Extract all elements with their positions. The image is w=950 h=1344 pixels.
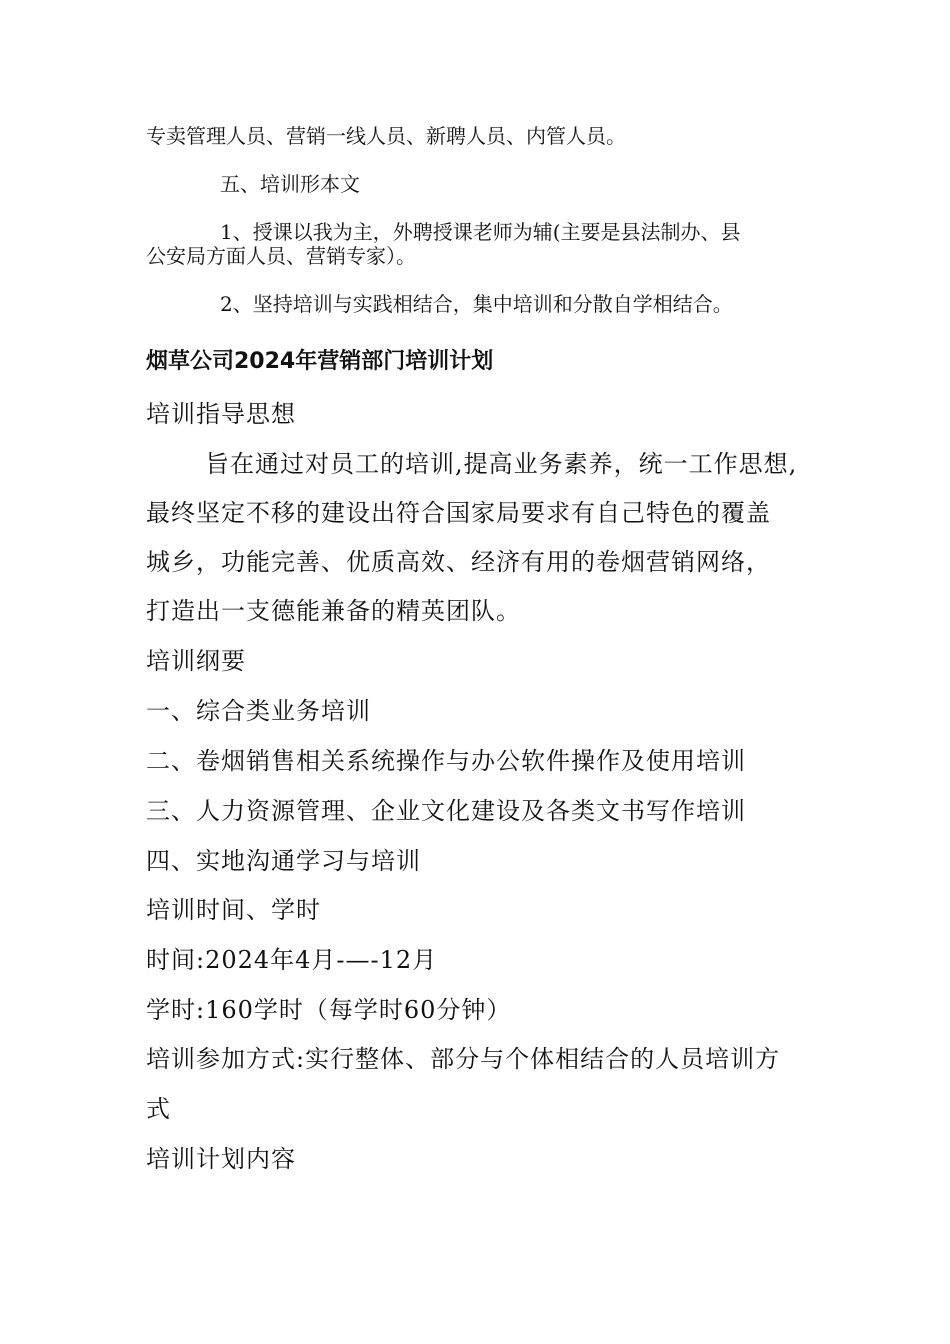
outline-item: 一、综合类业务培训	[146, 697, 371, 725]
outline-title: 培训纲要	[146, 647, 246, 675]
item-two-line: 2、坚持培训与实践相结合，集中培训和分散自学相结合。	[220, 292, 733, 316]
outline-item: 三、人力资源管理、企业文化建设及各类文书写作培训	[146, 797, 746, 825]
training-content-title: 培训计划内容	[146, 1145, 296, 1173]
section-five-title: 五、培训形本文	[220, 172, 360, 196]
personnel-line: 专卖管理人员、营销一线人员、新聘人员、内管人员。	[146, 124, 626, 148]
document-heading: 烟草公司2024年营销部门培训计划	[146, 349, 494, 374]
training-hours-line: 学时:160学时（每学时60分钟）	[146, 996, 512, 1024]
guiding-thought-line: 城乡，功能完善、优质高效、经济有用的卷烟营销网络，	[146, 548, 771, 576]
training-method-line-1: 培训参加方式:实行整体、部分与个体相结合的人员培训方	[146, 1045, 781, 1073]
training-time-title: 培训时间、学时	[146, 896, 321, 924]
training-time-line: 时间:2024年4月-—-12月	[146, 946, 438, 974]
guiding-thought-line: 旨在通过对员工的培训,提高业务素养，统一工作思想,	[205, 450, 798, 478]
item-one-line-2: 公安局方面人员、营销专家）。	[146, 244, 416, 268]
item-one-line-1: 1、授课以我为主，外聘授课老师为辅(主要是县法制办、县	[220, 220, 741, 244]
guiding-thought-title: 培训指导思想	[146, 400, 296, 428]
outline-item: 四、实地沟通学习与培训	[146, 847, 421, 875]
guiding-thought-line: 最终坚定不移的建设出符合国家局要求有自己特色的覆盖	[146, 499, 771, 527]
outline-item: 二、卷烟销售相关系统操作与办公软件操作及使用培训	[146, 747, 746, 775]
guiding-thought-line: 打造出一支德能兼备的精英团队。	[146, 597, 521, 625]
training-method-line-2: 式	[146, 1095, 171, 1123]
